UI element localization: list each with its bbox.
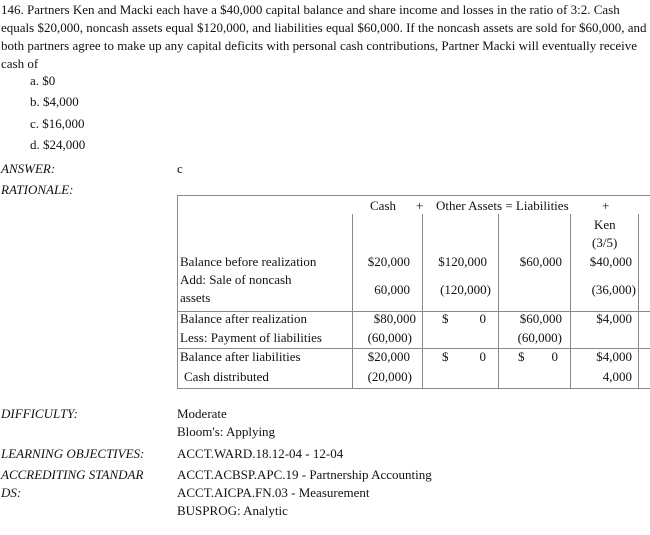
accrediting-value-3: BUSPROG: Analytic [177,503,288,518]
header-ken: Ken [594,217,616,232]
cell-ken: (36,000) [591,282,636,297]
cell-liab: $60,000 [519,311,562,326]
answer-label: ANSWER: [1,161,56,176]
learning-objectives-value: ACCT.WARD.18.12-04 - 12-04 [177,446,344,461]
accrediting-value-1: ACCT.ACBSP.APC.19 - Partnership Accounting [177,467,432,482]
cell-ken: $4,000 [596,311,632,326]
cell-ken: 4,000 [602,369,632,384]
row-label: Balance before realization [180,254,317,269]
difficulty-label: DIFFICULTY: [1,406,78,421]
row-label: Less: Payment of liabilities [180,330,322,345]
cell-ken: $40,000 [589,254,632,269]
option-d: d. $24,000 [30,137,86,152]
accrediting-label: ACCREDITING STANDAR [1,467,144,482]
option-c: c. $16,000 [30,116,85,131]
header-other-assets-liabilities: Other Assets = Liabilities [436,198,569,213]
learning-objectives-label: LEARNING OBJECTIVES: [1,446,145,461]
difficulty-value: Moderate [177,406,227,421]
header-plus-1: + [416,198,424,213]
accrediting-value-2: ACCT.AICPA.FN.03 - Measurement [177,485,370,500]
row-label: Balance after realization [180,311,308,326]
answer-value: c [177,161,183,176]
cell-cash: $20,000 [367,254,410,269]
cell-ken: $4,000 [596,349,632,364]
rationale-table [177,195,650,389]
cell-other: (120,000) [440,282,491,297]
bloom-value: Bloom's: Applying [177,424,276,439]
cell-cash: $20,000 [367,349,410,364]
cell-liab: (60,000) [517,330,562,345]
row-label: Add: Sale of noncash [180,272,292,287]
option-b: b. $4,000 [30,94,79,109]
cell-other: $120,000 [438,254,487,269]
header-plus-2: + [602,198,610,213]
row-label: Balance after liabilities [180,349,301,364]
row-label-cont: assets [180,290,211,305]
row-label: Cash distributed [184,369,269,384]
cell-liab-zero: 0 [551,349,558,364]
question-text: 146. Partners Ken and Macki each have a $40,000 capital balance and share income and losses in the ratio of 3:2. Cash equals $20,000, noncash assets equal $120,000, and liabilities equal $60,000. If the noncash assets are sold for $60,000, and both partners agree to make up any capital deficits with personal cash contributions, Partner Macki will eventually receive cash of [1,2,647,71]
cell-other-zero: 0 [479,311,486,326]
rationale-label: RATIONALE: [1,182,74,197]
accrediting-label-cont: DS: [1,485,22,500]
cell-other-zero: 0 [479,349,486,364]
cell-cash: $80,000 [373,311,416,326]
cell-cash: (60,000) [367,330,412,345]
cell-cash: 60,000 [374,282,410,297]
cell-other-dollar: $ [442,311,449,326]
header-cash: Cash [370,198,396,213]
cell-liab-dollar: $ [518,349,525,364]
header-ken-ratio: (3/5) [592,235,618,250]
cell-liab: $60,000 [519,254,562,269]
cell-cash: (20,000) [367,369,412,384]
option-a: a. $0 [30,73,56,88]
cell-other-dollar: $ [442,349,449,364]
